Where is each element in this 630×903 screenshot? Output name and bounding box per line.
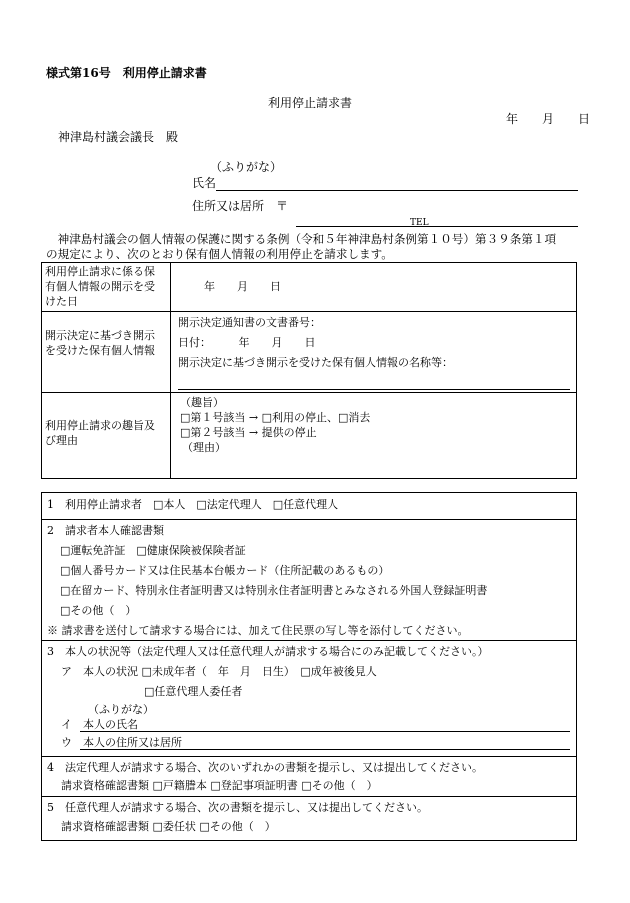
id-doc-option-other[interactable]: □その他（ ） xyxy=(60,604,137,617)
purpose-option-1[interactable]: □第１号該当 → □利用の停止、□消去 xyxy=(180,411,371,424)
applicant-name-label: 氏名 xyxy=(192,176,217,190)
form-number: 様式第16号 利用停止請求書 xyxy=(46,66,207,80)
table1-column-divider xyxy=(170,262,171,479)
principal-address-label: ウ 本人の住所又は居所 xyxy=(61,736,182,749)
legal-rep-docs-options[interactable]: 請求資格確認書類 □戸籍謄本 □登記事項証明書 □その他（ ） xyxy=(61,779,378,792)
principal-name-field[interactable] xyxy=(80,731,570,732)
principal-status-title: 3 本人の状況等（法定代理人又は任意代理人が請求する場合にのみ記載してください。） xyxy=(47,645,489,658)
form-title: 利用停止請求書 xyxy=(268,96,353,110)
notice-date-label: 日付： 年 月 日 xyxy=(178,336,316,349)
notice-doc-number-label: 開示決定通知書の文書番号： xyxy=(178,316,321,329)
applicant-address-field[interactable] xyxy=(296,226,578,227)
id-doc-option-2[interactable]: □個人番号カード又は住民基本台帳カード（住所記載のあるもの） xyxy=(60,564,390,577)
table1-row-divider-1 xyxy=(41,311,577,312)
table2-divider-4 xyxy=(41,796,577,797)
principal-name-label: イ 本人の氏名 xyxy=(61,718,138,731)
principal-address-field[interactable] xyxy=(80,749,570,750)
disclosure-date-value[interactable]: 年 月 日 xyxy=(204,280,281,293)
purpose-option-2[interactable]: □第２号該当 → 提供の停止 xyxy=(180,426,317,439)
disclosed-info-name-field[interactable] xyxy=(178,389,570,390)
request-date: 年 月 日 xyxy=(506,112,591,126)
principal-furigana: （ふりがな） xyxy=(88,703,154,716)
disclosure-date-label: 利用停止請求に係る保有個人情報の開示を受けた日 xyxy=(45,265,155,308)
principal-status-options[interactable]: ア 本人の状況 □未成年者（ 年 月 日生） □成年被後見人 xyxy=(61,665,377,678)
agent-docs-options[interactable]: 請求資格確認書類 □委任状 □その他（ ） xyxy=(61,820,276,833)
disclosed-info-name-label: 開示決定に基づき開示を受けた保有個人情報の名称等： xyxy=(178,356,453,369)
legal-rep-docs-title: 4 法定代理人が請求する場合、次のいずれかの書類を提示し、又は提出してください。 xyxy=(47,761,483,774)
applicant-address-label: 住所又は居所 〒 xyxy=(192,199,289,213)
requester-type-row[interactable]: 1 利用停止請求者 □本人 □法定代理人 □任意代理人 xyxy=(47,498,339,511)
id-documents-title: 2 請求者本人確認書類 xyxy=(47,524,164,537)
reason-heading: （理由） xyxy=(182,441,226,454)
id-doc-option-1[interactable]: □運転免許証 □健康保険被保険者証 xyxy=(60,544,246,557)
intro-line-1: 神津島村議会の個人情報の保護に関する条例（令和５年神津島村条例第１０号）第３９条第１項 xyxy=(46,232,557,246)
table2-divider-3 xyxy=(41,756,577,757)
disclosed-info-label: 開示決定に基づき開示を受けた保有個人情報 xyxy=(45,329,155,357)
principal-status-option-delegator[interactable]: □任意代理人委任者 xyxy=(144,685,243,698)
applicant-tel-label: TEL xyxy=(410,218,429,228)
purpose-heading: （趣旨） xyxy=(180,396,224,409)
table2-divider-1 xyxy=(41,519,577,520)
applicant-name-field[interactable] xyxy=(216,190,578,191)
purpose-reason-label: 利用停止請求の趣旨及び理由 xyxy=(45,419,155,447)
intro-line-2: の規定により、次のとおり保有個人情報の利用停止を請求します。 xyxy=(46,247,393,261)
agent-docs-title: 5 任意代理人が請求する場合、次の書類を提示し、又は提出してください。 xyxy=(47,801,428,814)
applicant-furigana: （ふりがな） xyxy=(210,160,283,174)
id-doc-note: ※ 請求書を送付して請求する場合には、加えて住民票の写し等を添付してください。 xyxy=(47,624,469,637)
id-doc-option-3[interactable]: □在留カード、特別永住者証明書又は特別永住者証明書とみなされる外国人登録証明書 xyxy=(60,584,488,597)
table2-divider-2 xyxy=(41,640,577,641)
table1-row-divider-2 xyxy=(41,392,577,393)
addressee: 神津島村議会議長 殿 xyxy=(58,130,179,144)
